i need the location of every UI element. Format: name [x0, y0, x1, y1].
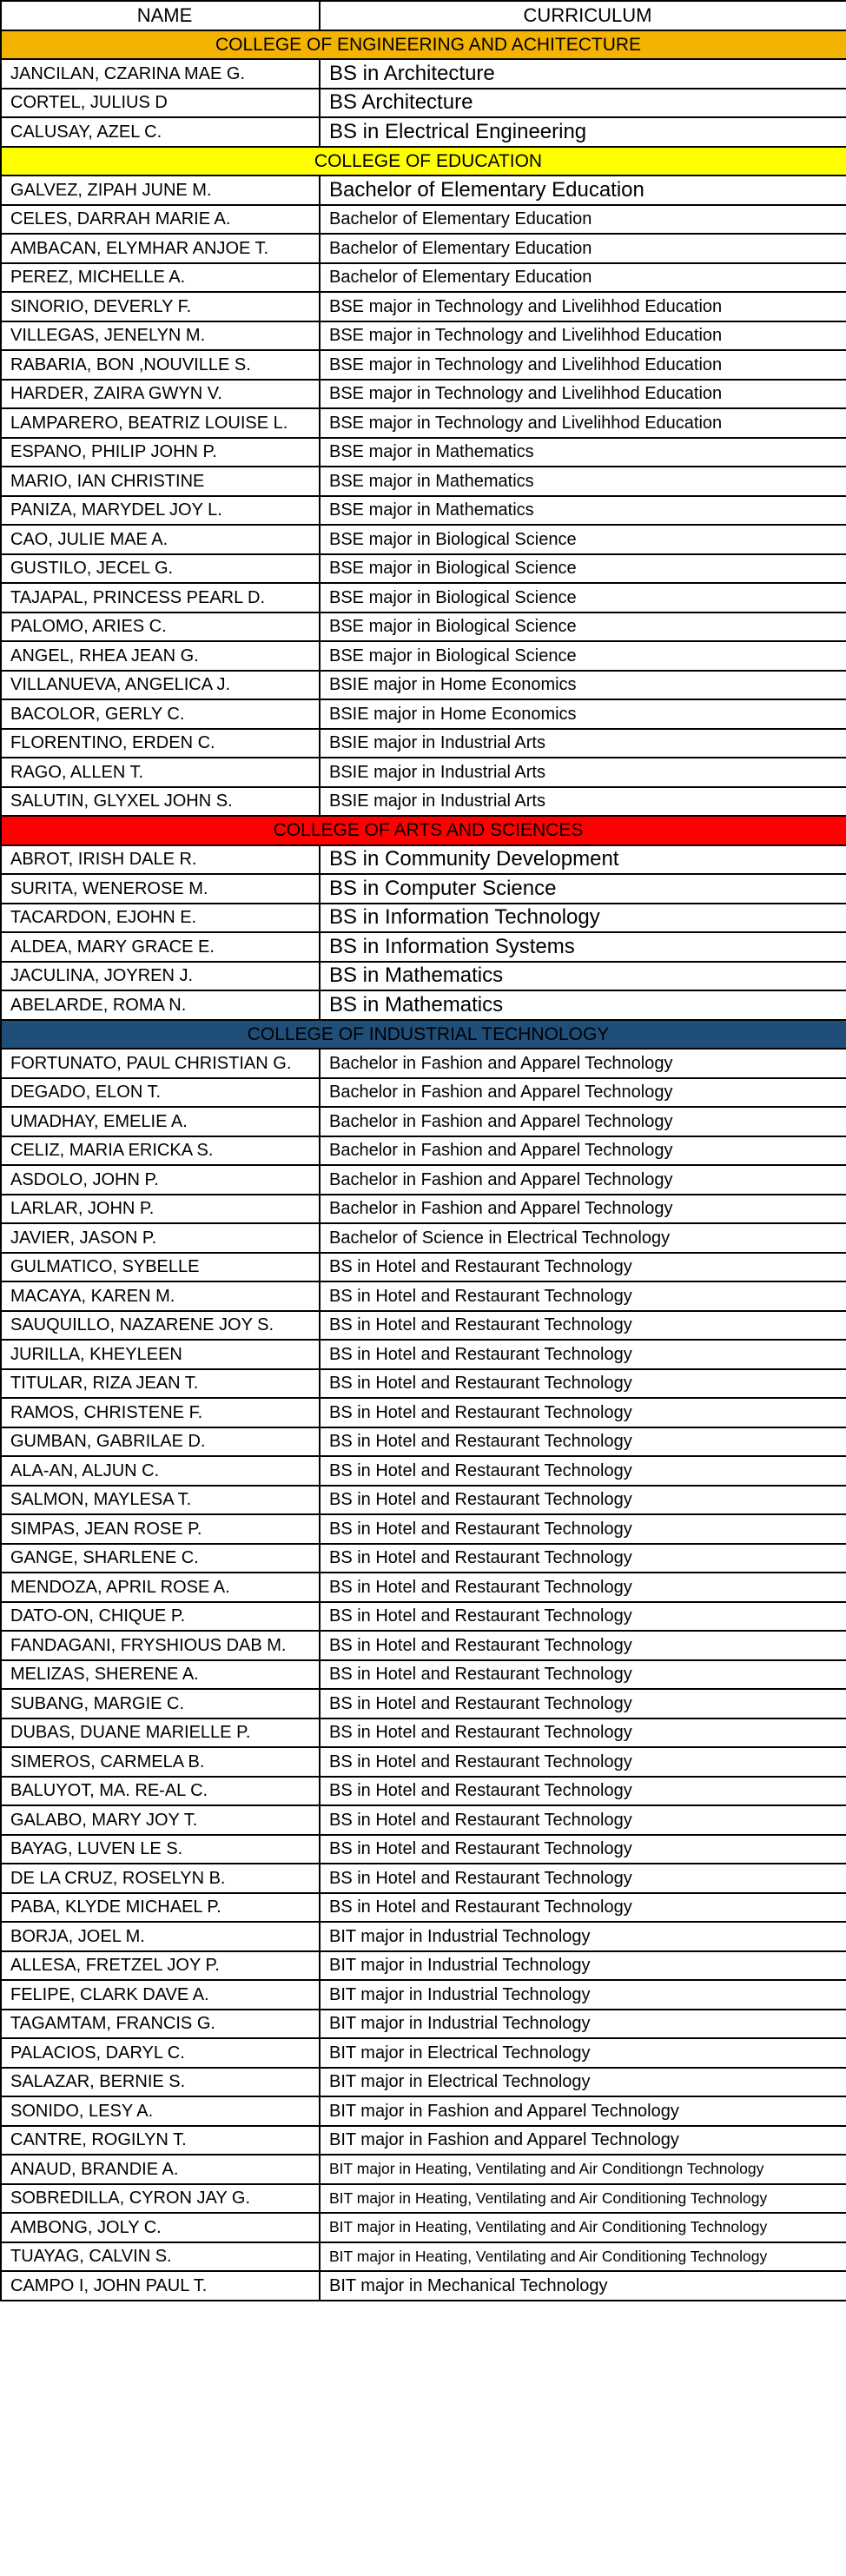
section-title[interactable]: COLLEGE OF EDUCATION — [1, 147, 846, 176]
curriculum-cell[interactable]: BIT major in Heating, Ventilating and Air Conditiongn Technology — [320, 2155, 846, 2184]
student-name-cell[interactable]: RAMOS, CHRISTENE F. — [1, 1398, 320, 1427]
table-row — [1, 1980, 846, 2010]
curriculum-cell[interactable]: BS in Hotel and Restaurant Technology — [320, 1660, 846, 1690]
curriculum-cell[interactable]: BSE major in Mathematics — [320, 438, 846, 467]
table-row — [1, 1922, 846, 1951]
student-name-cell[interactable]: CAMPO I, JOHN PAUL T. — [1, 2271, 320, 2301]
curriculum-cell[interactable]: BS in Mathematics — [320, 962, 846, 991]
curriculum-cell[interactable]: BS in Hotel and Restaurant Technology — [320, 1805, 846, 1835]
table-row — [1, 613, 846, 642]
student-name-cell[interactable]: SIMEROS, CARMELA B. — [1, 1747, 320, 1777]
student-name-cell[interactable]: LARLAR, JOHN P. — [1, 1195, 320, 1224]
curriculum-cell[interactable]: BS in Hotel and Restaurant Technology — [320, 1311, 846, 1341]
table-row — [1, 554, 846, 584]
table-row — [1, 2010, 846, 2039]
student-name-cell[interactable]: ALLESA, FRETZEL JOY P. — [1, 1951, 320, 1981]
student-name-cell[interactable]: PALOMO, ARIES C. — [1, 613, 320, 642]
section-title[interactable]: COLLEGE OF ARTS AND SCIENCES — [1, 816, 846, 845]
student-name-cell[interactable]: TAGAMTAM, FRANCIS G. — [1, 2010, 320, 2039]
curriculum-cell[interactable]: BIT major in Electrical Technology — [320, 2038, 846, 2068]
curriculum-cell[interactable]: Bachelor in Fashion and Apparel Technology — [320, 1049, 846, 1078]
curriculum-cell[interactable]: BS in Hotel and Restaurant Technology — [320, 1544, 846, 1573]
table-row — [1, 1456, 846, 1486]
curriculum-cell[interactable]: BSIE major in Home Economics — [320, 699, 846, 729]
table-row — [1, 641, 846, 671]
table-row — [1, 962, 846, 991]
table-row — [1, 874, 846, 904]
student-name-cell[interactable]: CAO, JULIE MAE A. — [1, 525, 320, 554]
table-row — [1, 2242, 846, 2272]
table-row — [1, 467, 846, 496]
curriculum-cell[interactable]: BSE major in Biological Science — [320, 554, 846, 584]
table-row — [1, 1747, 846, 1777]
table-row — [1, 59, 846, 89]
table-row — [1, 1223, 846, 1253]
curriculum-cell[interactable]: Bachelor in Fashion and Apparel Technology — [320, 1195, 846, 1224]
table-row — [1, 787, 846, 817]
table-row — [1, 408, 846, 438]
student-name-cell[interactable]: FLORENTINO, ERDEN C. — [1, 729, 320, 758]
student-name-cell[interactable]: TUAYAG, CALVIN S. — [1, 2242, 320, 2272]
table-row — [1, 1311, 846, 1341]
table-row — [1, 583, 846, 613]
student-name-cell[interactable]: ALA-AN, ALJUN C. — [1, 1456, 320, 1486]
table-row — [1, 1078, 846, 1108]
table-row — [1, 1864, 846, 1893]
curriculum-cell[interactable]: BSIE major in Home Economics — [320, 671, 846, 700]
table-row — [1, 1718, 846, 1748]
curriculum-cell[interactable]: BSE major in Biological Science — [320, 583, 846, 613]
table-row — [1, 321, 846, 351]
student-name-cell[interactable]: TAJAPAL, PRINCESS PEARL D. — [1, 583, 320, 613]
curriculum-cell[interactable]: BSIE major in Industrial Arts — [320, 787, 846, 817]
table-row — [1, 1777, 846, 1806]
curriculum-cell[interactable]: BS in Hotel and Restaurant Technology — [320, 1427, 846, 1457]
table-row — [1, 1049, 846, 1078]
curriculum-cell[interactable]: BS in Information Technology — [320, 904, 846, 933]
curriculum-cell[interactable]: BSE major in Biological Science — [320, 641, 846, 671]
student-name-cell[interactable]: SIMPAS, JEAN ROSE P. — [1, 1514, 320, 1544]
curriculum-cell[interactable]: BIT major in Industrial Technology — [320, 1951, 846, 1981]
curriculum-cell[interactable]: BSE major in Technology and Livelihhod Education — [320, 350, 846, 380]
curriculum-cell[interactable]: Bachelor of Elementary Education — [320, 263, 846, 293]
table-row — [1, 758, 846, 787]
student-name-cell[interactable]: CALUSAY, AZEL C. — [1, 117, 320, 147]
student-name-cell[interactable]: DEGADO, ELON T. — [1, 1078, 320, 1108]
student-name-cell[interactable]: GALABO, MARY JOY T. — [1, 1805, 320, 1835]
curriculum-cell[interactable]: BIT major in Industrial Technology — [320, 1980, 846, 2010]
student-name-cell[interactable]: RAGO, ALLEN T. — [1, 758, 320, 787]
section-header-row — [1, 147, 846, 176]
student-name-cell[interactable]: MACAYA, KAREN M. — [1, 1281, 320, 1311]
student-name-cell[interactable]: SUBANG, MARGIE C. — [1, 1689, 320, 1718]
student-name-cell[interactable]: JAVIER, JASON P. — [1, 1223, 320, 1253]
curriculum-cell[interactable]: BS in Architecture — [320, 59, 846, 89]
table-row — [1, 1514, 846, 1544]
table-row — [1, 1165, 846, 1195]
table-row — [1, 2126, 846, 2155]
curriculum-cell[interactable]: BS in Hotel and Restaurant Technology — [320, 1747, 846, 1777]
curriculum-cell[interactable]: BSE major in Technology and Livelihhod Education — [320, 380, 846, 409]
curriculum-cell[interactable]: BIT major in Fashion and Apparel Technology — [320, 2096, 846, 2126]
curriculum-cell[interactable]: BS in Electrical Engineering — [320, 117, 846, 147]
table-body — [1, 30, 846, 2301]
curriculum-cell[interactable]: BS in Hotel and Restaurant Technology — [320, 1602, 846, 1632]
table-row — [1, 89, 846, 118]
curriculum-cell[interactable]: BIT major in Industrial Technology — [320, 2010, 846, 2039]
table-row — [1, 2213, 846, 2242]
curriculum-cell[interactable]: BSE major in Technology and Livelihhod Education — [320, 321, 846, 351]
student-name-cell[interactable]: ABROT, IRISH DALE R. — [1, 845, 320, 875]
curriculum-cell[interactable]: BS in Hotel and Restaurant Technology — [320, 1253, 846, 1282]
curriculum-cell[interactable]: BIT major in Heating, Ventilating and Air Conditioning Technology — [320, 2213, 846, 2242]
student-name-cell[interactable]: FORTUNATO, PAUL CHRISTIAN G. — [1, 1049, 320, 1078]
student-name-cell[interactable]: SALMON, MAYLESA T. — [1, 1486, 320, 1515]
curriculum-cell[interactable]: BS in Hotel and Restaurant Technology — [320, 1893, 846, 1923]
table-row — [1, 438, 846, 467]
student-name-cell[interactable]: SAUQUILLO, NAZARENE JOY S. — [1, 1311, 320, 1341]
table-row — [1, 1602, 846, 1632]
curriculum-cell[interactable]: BS Architecture — [320, 89, 846, 118]
student-name-cell[interactable]: TITULAR, RIZA JEAN T. — [1, 1369, 320, 1399]
student-name-cell[interactable]: MENDOZA, APRIL ROSE A. — [1, 1573, 320, 1602]
student-name-cell[interactable]: JACULINA, JOYREN J. — [1, 962, 320, 991]
table-row — [1, 671, 846, 700]
student-name-cell[interactable]: ASDOLO, JOHN P. — [1, 1165, 320, 1195]
student-name-cell[interactable]: GUMBAN, GABRILAE D. — [1, 1427, 320, 1457]
curriculum-cell[interactable]: BS in Hotel and Restaurant Technology — [320, 1573, 846, 1602]
curriculum-cell[interactable]: BSE major in Mathematics — [320, 467, 846, 496]
curriculum-cell[interactable]: BS in Hotel and Restaurant Technology — [320, 1689, 846, 1718]
table-row — [1, 2096, 846, 2126]
table-row — [1, 1689, 846, 1718]
table-row — [1, 2038, 846, 2068]
table-row — [1, 525, 846, 554]
student-name-cell[interactable]: DATO-ON, CHIQUE P. — [1, 1602, 320, 1632]
table-row — [1, 1107, 846, 1136]
curriculum-cell[interactable]: BS in Hotel and Restaurant Technology — [320, 1456, 846, 1486]
table-row — [1, 205, 846, 235]
student-name-cell[interactable]: PABA, KLYDE MICHAEL P. — [1, 1893, 320, 1923]
table-row — [1, 234, 846, 263]
student-name-cell[interactable]: GANGE, SHARLENE C. — [1, 1544, 320, 1573]
student-name-cell[interactable]: VILLEGAS, JENELYN M. — [1, 321, 320, 351]
table-row — [1, 1544, 846, 1573]
table-row — [1, 2155, 846, 2184]
curriculum-cell[interactable]: BS in Computer Science — [320, 874, 846, 904]
curriculum-cell[interactable]: BSE major in Technology and Livelihhod Education — [320, 292, 846, 321]
curriculum-cell[interactable]: BIT major in Electrical Technology — [320, 2068, 846, 2097]
student-name-cell[interactable]: BORJA, JOEL M. — [1, 1922, 320, 1951]
curriculum-cell[interactable]: BSE major in Technology and Livelihhod Education — [320, 408, 846, 438]
section-header-row — [1, 1020, 846, 1050]
student-name-cell[interactable]: SONIDO, LESY A. — [1, 2096, 320, 2126]
table-row — [1, 729, 846, 758]
table-row — [1, 1195, 846, 1224]
student-name-cell[interactable]: BACOLOR, GERLY C. — [1, 699, 320, 729]
table-row — [1, 1951, 846, 1981]
header-row — [1, 1, 846, 30]
curriculum-cell[interactable]: BSE major in Mathematics — [320, 496, 846, 526]
student-name-cell[interactable]: FANDAGANI, FRYSHIOUS DAB M. — [1, 1631, 320, 1660]
student-name-cell[interactable]: LAMPARERO, BEATRIZ LOUISE L. — [1, 408, 320, 438]
student-name-cell[interactable]: SALUTIN, GLYXEL JOHN S. — [1, 787, 320, 817]
table-row — [1, 1835, 846, 1864]
curriculum-cell[interactable]: BS in Hotel and Restaurant Technology — [320, 1864, 846, 1893]
curriculum-cell[interactable]: Bachelor of Science in Electrical Technology — [320, 1223, 846, 1253]
table-row — [1, 175, 846, 205]
table-row — [1, 904, 846, 933]
student-name-cell[interactable]: AMBONG, JOLY C. — [1, 2213, 320, 2242]
table-row — [1, 845, 846, 875]
student-name-cell[interactable]: PEREZ, MICHELLE A. — [1, 263, 320, 293]
student-name-cell[interactable]: HARDER, ZAIRA GWYN V. — [1, 380, 320, 409]
curriculum-cell[interactable]: BS in Hotel and Restaurant Technology — [320, 1631, 846, 1660]
table-row — [1, 2068, 846, 2097]
table-row — [1, 1660, 846, 1690]
table-row — [1, 699, 846, 729]
student-name-cell[interactable]: CORTEL, JULIUS D — [1, 89, 320, 118]
table-row — [1, 990, 846, 1020]
student-name-cell[interactable]: ALDEA, MARY GRACE E. — [1, 932, 320, 962]
student-name-cell[interactable]: BALUYOT, MA. RE-AL C. — [1, 1777, 320, 1806]
section-header-row — [1, 816, 846, 845]
student-name-cell[interactable]: UMADHAY, EMELIE A. — [1, 1107, 320, 1136]
curriculum-cell[interactable]: Bachelor in Fashion and Apparel Technology — [320, 1165, 846, 1195]
table-row — [1, 1573, 846, 1602]
curriculum-cell[interactable]: BS in Hotel and Restaurant Technology — [320, 1777, 846, 1806]
table-row — [1, 1136, 846, 1166]
table-row — [1, 1340, 846, 1369]
table-row — [1, 2184, 846, 2214]
student-name-cell[interactable]: GULMATICO, SYBELLE — [1, 1253, 320, 1282]
curriculum-cell[interactable]: BIT major in Mechanical Technology — [320, 2271, 846, 2301]
student-name-cell[interactable]: GALVEZ, ZIPAH JUNE M. — [1, 175, 320, 205]
student-name-cell[interactable]: SOBREDILLA, CYRON JAY G. — [1, 2184, 320, 2214]
student-name-cell[interactable]: SINORIO, DEVERLY F. — [1, 292, 320, 321]
curriculum-cell[interactable]: Bachelor in Fashion and Apparel Technology — [320, 1136, 846, 1166]
student-name-cell[interactable]: MARIO, IAN CHRISTINE — [1, 467, 320, 496]
curriculum-cell[interactable]: Bachelor of Elementary Education — [320, 234, 846, 263]
curriculum-cell[interactable]: Bachelor in Fashion and Apparel Technology — [320, 1078, 846, 1108]
curriculum-cell[interactable]: BS in Hotel and Restaurant Technology — [320, 1835, 846, 1864]
table-row — [1, 1281, 846, 1311]
curriculum-cell[interactable]: BS in Hotel and Restaurant Technology — [320, 1514, 846, 1544]
student-name-cell[interactable]: CELES, DARRAH MARIE A. — [1, 205, 320, 235]
student-name-cell[interactable]: PALACIOS, DARYL C. — [1, 2038, 320, 2068]
student-name-cell[interactable]: JANCILAN, CZARINA MAE G. — [1, 59, 320, 89]
table-row — [1, 350, 846, 380]
curriculum-cell[interactable]: Bachelor in Fashion and Apparel Technology — [320, 1107, 846, 1136]
table-row — [1, 292, 846, 321]
table-row — [1, 496, 846, 526]
table-row — [1, 1486, 846, 1515]
curriculum-cell[interactable]: BS in Hotel and Restaurant Technology — [320, 1369, 846, 1399]
student-name-cell[interactable]: SURITA, WENEROSE M. — [1, 874, 320, 904]
curriculum-cell[interactable]: BS in Hotel and Restaurant Technology — [320, 1486, 846, 1515]
curriculum-cell[interactable]: BS in Hotel and Restaurant Technology — [320, 1398, 846, 1427]
section-title[interactable]: COLLEGE OF ENGINEERING AND ACHITECTURE — [1, 30, 846, 60]
curriculum-cell[interactable]: BIT major in Industrial Technology — [320, 1922, 846, 1951]
table-row — [1, 1631, 846, 1660]
table-row — [1, 1893, 846, 1923]
curriculum-cell[interactable]: BS in Hotel and Restaurant Technology — [320, 1718, 846, 1748]
table-row — [1, 932, 846, 962]
student-name-cell[interactable]: DUBAS, DUANE MARIELLE P. — [1, 1718, 320, 1748]
student-name-cell[interactable]: SALAZAR, BERNIE S. — [1, 2068, 320, 2097]
student-name-cell[interactable]: MELIZAS, SHERENE A. — [1, 1660, 320, 1690]
curriculum-cell[interactable]: BIT major in Heating, Ventilating and Air Conditioning Technology — [320, 2184, 846, 2214]
curriculum-cell[interactable]: BS in Mathematics — [320, 990, 846, 1020]
student-name-cell[interactable]: TACARDON, EJOHN E. — [1, 904, 320, 933]
student-name-cell[interactable]: ESPANO, PHILIP JOHN P. — [1, 438, 320, 467]
table-row — [1, 2271, 846, 2301]
curriculum-column-header[interactable]: CURRICULUM — [320, 1, 846, 30]
table-row — [1, 263, 846, 293]
student-name-cell[interactable]: FELIPE, CLARK DAVE A. — [1, 1980, 320, 2010]
curriculum-cell[interactable]: BIT major in Fashion and Apparel Technology — [320, 2126, 846, 2155]
curriculum-cell[interactable]: Bachelor of Elementary Education — [320, 205, 846, 235]
student-name-cell[interactable]: AMBACAN, ELYMHAR ANJOE T. — [1, 234, 320, 263]
student-name-cell[interactable]: PANIZA, MARYDEL JOY L. — [1, 496, 320, 526]
table-row — [1, 1398, 846, 1427]
student-name-cell[interactable]: ABELARDE, ROMA N. — [1, 990, 320, 1020]
table-row — [1, 1253, 846, 1282]
student-name-cell[interactable]: JURILLA, KHEYLEEN — [1, 1340, 320, 1369]
name-column-header[interactable]: NAME — [1, 1, 320, 30]
student-name-cell[interactable]: ANAUD, BRANDIE A. — [1, 2155, 320, 2184]
curriculum-cell[interactable]: BSE major in Biological Science — [320, 525, 846, 554]
curriculum-cell[interactable]: BSIE major in Industrial Arts — [320, 758, 846, 787]
table-row — [1, 1427, 846, 1457]
curriculum-cell[interactable]: BS in Hotel and Restaurant Technology — [320, 1281, 846, 1311]
section-title[interactable]: COLLEGE OF INDUSTRIAL TECHNOLOGY — [1, 1020, 846, 1050]
table-row — [1, 1805, 846, 1835]
student-name-cell[interactable]: BAYAG, LUVEN LE S. — [1, 1835, 320, 1864]
section-header-row — [1, 30, 846, 60]
table-row — [1, 117, 846, 147]
student-name-cell[interactable]: GUSTILO, JECEL G. — [1, 554, 320, 584]
curriculum-cell[interactable]: BS in Hotel and Restaurant Technology — [320, 1340, 846, 1369]
curriculum-cell[interactable]: BS in Information Systems — [320, 932, 846, 962]
student-name-cell[interactable]: DE LA CRUZ, ROSELYN B. — [1, 1864, 320, 1893]
student-name-cell[interactable]: VILLANUEVA, ANGELICA J. — [1, 671, 320, 700]
student-name-cell[interactable]: CELIZ, MARIA ERICKA S. — [1, 1136, 320, 1166]
table-row — [1, 380, 846, 409]
table-row — [1, 1369, 846, 1399]
student-name-cell[interactable]: CANTRE, ROGILYN T. — [1, 2126, 320, 2155]
student-name-cell[interactable]: ANGEL, RHEA JEAN G. — [1, 641, 320, 671]
curriculum-cell[interactable]: Bachelor of Elementary Education — [320, 175, 846, 205]
curriculum-cell[interactable]: BS in Community Development — [320, 845, 846, 875]
student-name-cell[interactable]: RABARIA, BON ,NOUVILLE S. — [1, 350, 320, 380]
curriculum-cell[interactable]: BIT major in Heating, Ventilating and Air Conditioning Technology — [320, 2242, 846, 2272]
curriculum-cell[interactable]: BSE major in Biological Science — [320, 613, 846, 642]
curriculum-cell[interactable]: BSIE major in Industrial Arts — [320, 729, 846, 758]
